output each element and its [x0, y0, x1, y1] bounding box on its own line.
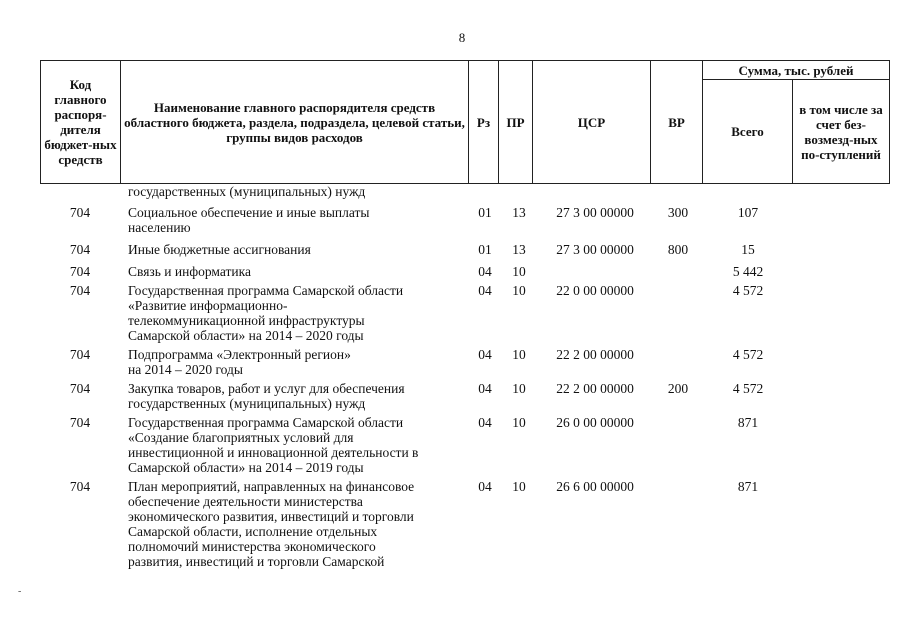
row-pr: 10 — [512, 347, 526, 362]
row-code: 704 — [69, 264, 91, 279]
header-code: Код главного распоря-дителя бюджет-ных средств — [41, 61, 121, 184]
row-rz: 04 — [478, 381, 492, 396]
table-row — [40, 479, 889, 569]
table-row — [40, 242, 889, 257]
header-total: Всего — [703, 80, 793, 184]
header-pr: ПР — [499, 61, 533, 184]
row-pr: 13 — [512, 205, 526, 220]
row-total: 871 — [737, 479, 759, 494]
row-csr: 22 2 00 00000 — [556, 347, 634, 362]
row-pr: 13 — [512, 242, 526, 257]
row-total: 107 — [737, 205, 759, 220]
row-rz: 04 — [478, 415, 492, 430]
table-row — [40, 347, 889, 377]
row-rz: 04 — [478, 283, 492, 298]
row-csr: 22 0 00 00000 — [556, 283, 634, 298]
row-name: Государственная программа Самарской области «Создание благоприятных условий для инвестиционной и инновационной деятельности в Самарской области» на 2014 – 2019 годы — [128, 415, 419, 475]
row-code: 704 — [69, 415, 91, 430]
row-pr: 10 — [512, 415, 526, 430]
row-name: Государственная программа Самарской области «Развитие информационно- телекоммуникационной инфраструктуры Самарской области» на 2014 – 2020 годы — [128, 283, 404, 343]
row-pr: 10 — [512, 479, 526, 494]
row-total: 15 — [741, 242, 755, 257]
row-total: 5 442 — [732, 264, 764, 279]
row-rz: 04 — [478, 264, 492, 279]
row-csr: 27 3 00 00000 — [556, 205, 634, 220]
table-row — [40, 205, 889, 235]
row-code: 704 — [69, 381, 91, 396]
row-csr: 26 6 00 00000 — [556, 479, 634, 494]
margin-mark: - — [18, 586, 22, 597]
row-vr: 300 — [667, 205, 689, 220]
row-total: 4 572 — [732, 347, 764, 362]
table-row — [40, 415, 889, 475]
page-number: 8 — [458, 30, 466, 45]
row-code: 704 — [69, 242, 91, 257]
row-pr: 10 — [512, 381, 526, 396]
row-total: 4 572 — [732, 283, 764, 298]
row-rz: 04 — [478, 479, 492, 494]
row-csr: 22 2 00 00000 — [556, 381, 634, 396]
row-name: государственных (муниципальных) нужд — [128, 184, 366, 199]
row-name: Иные бюджетные ассигнования — [128, 242, 311, 257]
header-csr: ЦСР — [533, 61, 651, 184]
row-code: 704 — [69, 347, 91, 362]
table-row — [40, 264, 889, 279]
header-sum: Сумма, тыс. рублей — [703, 61, 890, 80]
row-vr: 800 — [667, 242, 689, 257]
row-name: Закупка товаров, работ и услуг для обеспечения государственных (муниципальных) нужд — [128, 381, 405, 411]
table-header — [40, 60, 890, 184]
header-rz: Рз — [469, 61, 499, 184]
row-total: 871 — [737, 415, 759, 430]
row-name: Социальное обеспечение и иные выплаты населению — [128, 205, 370, 235]
table-row — [40, 381, 889, 411]
table-row — [40, 184, 889, 199]
row-name: Связь и информатика — [128, 264, 251, 279]
row-code: 704 — [69, 283, 91, 298]
row-pr: 10 — [512, 283, 526, 298]
row-code: 704 — [69, 205, 91, 220]
row-total: 4 572 — [732, 381, 764, 396]
row-name: План мероприятий, направленных на финансовое обеспечение деятельности министерства экономического развития, инвестиций и торговли Самарской области, исполнение отдельных полномочий министерства экономического развития, инвестиций и торговли Самарской — [128, 479, 415, 569]
header-vr: ВР — [651, 61, 703, 184]
table-row — [40, 283, 889, 343]
table-body — [40, 184, 889, 569]
row-rz: 04 — [478, 347, 492, 362]
header-name: Наименование главного распорядителя средств областного бюджета, раздела, подраздела, целевой статьи, группы видов расходов — [121, 61, 469, 184]
row-vr: 200 — [667, 381, 689, 396]
row-csr: 27 3 00 00000 — [556, 242, 634, 257]
row-rz: 01 — [478, 242, 492, 257]
row-code: 704 — [69, 479, 91, 494]
row-csr: 26 0 00 00000 — [556, 415, 634, 430]
row-pr: 10 — [512, 264, 526, 279]
row-rz: 01 — [478, 205, 492, 220]
row-name: Подпрограмма «Электронный регион» на 2014 – 2020 годы — [128, 347, 351, 377]
header-free: в том числе за счет без-возмезд-ных по-ступлений — [793, 80, 890, 184]
